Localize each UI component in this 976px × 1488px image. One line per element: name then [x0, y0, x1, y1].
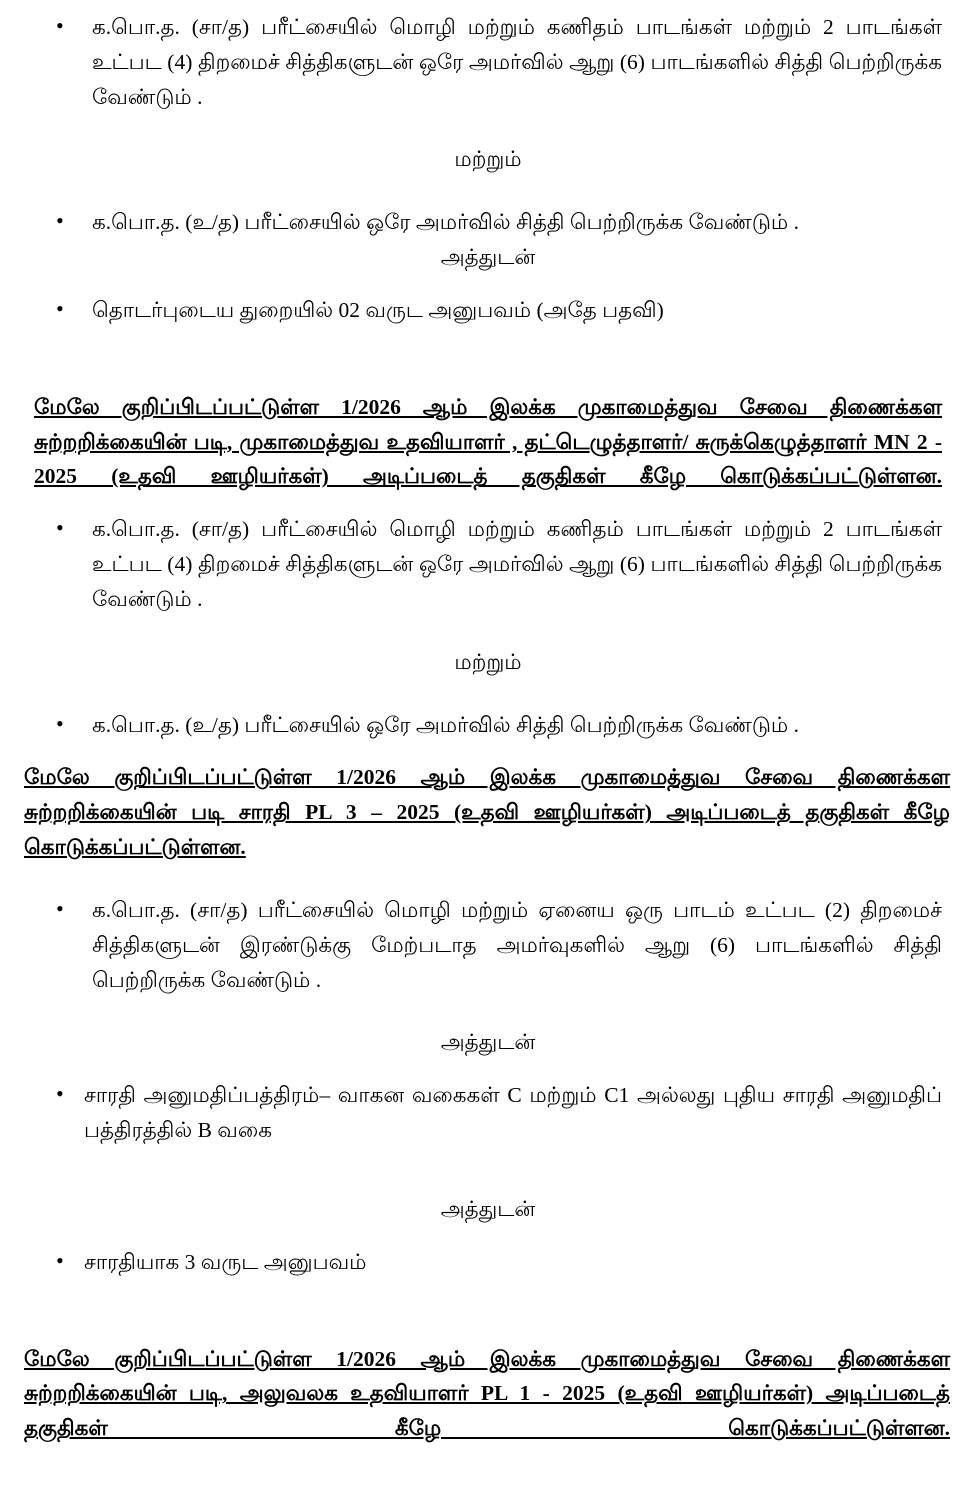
- spacer: [34, 865, 942, 893]
- section-heading-office-assistant: மேலே குறிப்பிடப்பட்டுள்ள 1/2026 ஆம் இலக்க முகாமைத்துவ சேவை திணைக்கள சுற்றறிக்கையின் படி, அலுவலக உதவியாளர் PL 1 - 2025 (உதவி ஊழியர்கள்) அடிப்படைத் தகுதிகள் கீழே கொடுக்கப்பட்டுள்ளன.: [24, 1346, 950, 1441]
- spacer: [34, 1060, 942, 1078]
- spacer: [34, 617, 942, 645]
- spacer: [34, 1227, 942, 1245]
- qualification-list-ma-2: [34, 708, 942, 743]
- connector-text-with-3: அத்துடன்: [440, 1196, 536, 1221]
- spacer: [34, 742, 942, 760]
- list-item: • சாரதியாக 3 வருட அனுபவம்: [34, 1245, 942, 1280]
- connector-text-with-1: அத்துடன்: [440, 245, 536, 270]
- connector-text-and-1: மற்றும்: [454, 147, 522, 172]
- list-item: • க.பொ.த. (சா/த) பரீட்சையில் மொழி மற்றும் கணிதம் பாடங்கள் மற்றும் 2 பாடங்கள் உட்பட (4) திறமைச் சித்திகளுடன் ஒரே அமர்வில் ஆறு (6) பாடங்களில் சித்தி பெற்றிருக்க வேண்டும் .: [34, 10, 942, 114]
- qualification-list-top: [34, 10, 942, 114]
- spacer: [34, 680, 942, 708]
- section-heading-management-assistant: மேலே குறிப்பிடப்பட்டுள்ள 1/2026 ஆம் இலக்க முகாமைத்துவ சேவை திணைக்கள சுற்றறிக்கையின் படி, முகாமைத்துவ உதவியாளர் , தட்டெழுத்தாளர்/ சுருக்கெழுத்தாளர் MN 2 - 2025 (உதவி ஊழியர்கள்) அடிப்படைத் தகுதிகள் கீழே கொடுக்கப்பட்டுள்ளன.: [34, 394, 942, 489]
- list-item: • க.பொ.த. (சா/த) பரீட்சையில் மொழி மற்றும் கணிதம் பாடங்கள் மற்றும் 2 பாடங்கள் உட்பட (4) திறமைச் சித்திகளுடன் ஒரே அமர்வில் ஆறு (6) பாடங்களில் சித்தி பெற்றிருக்க வேண்டும் .: [34, 512, 942, 616]
- list-item: • தொடர்புடைய துறையில் 02 வருட அனுபவம் (அதே பதவி): [34, 293, 942, 328]
- qualification-list-driver-3: [34, 1245, 942, 1280]
- qualification-list-ma: [34, 512, 942, 616]
- list-item: • க.பொ.த. (உ/த) பரீட்சையில் ஒரே அமர்வில் சித்தி பெற்றிருக்க வேண்டும் .: [34, 708, 942, 743]
- spacer: [34, 1280, 942, 1342]
- spacer: [34, 997, 942, 1025]
- list-item: • க.பொ.த. (சா/த) பரீட்சையில் மொழி மற்றும் ஏனைய ஒரு பாடம் உட்பட (2) திறமைச் சித்திகளுடன் இரண்டுக்கு மேற்படாத அமர்வுகளில் ஆறு (6) பாடங்களில் சித்தி பெற்றிருக்க வேண்டும் .: [34, 893, 942, 997]
- connector-text-and-2: மற்றும்: [454, 649, 522, 674]
- spacer: [34, 114, 942, 142]
- section-heading-driver: மேலே குறிப்பிடப்பட்டுள்ள 1/2026 ஆம் இலக்க முகாமைத்துவ சேவை திணைக்கள சுற்றறிக்கையின் படி சாரதி PL 3 – 2025 (உதவி ஊழியர்கள்) அடிப்படைத் தகுதிகள் கீழே கொடுக்கப்பட்டுள்ளன.: [24, 765, 950, 860]
- qualification-list-top-3: [34, 293, 942, 328]
- spacer: [34, 328, 942, 390]
- list-item: • சாரதி அனுமதிப்பத்திரம்– வாகன வகைகள் C மற்றும் C1 அல்லது புதிய சாரதி அனுமதிப் பத்திரத்தில் B வகை: [34, 1078, 942, 1148]
- spacer: [34, 177, 942, 205]
- spacer: [34, 1148, 942, 1192]
- qualification-list-driver: [34, 893, 942, 997]
- qualification-list-top-2: [34, 205, 942, 240]
- spacer: [34, 275, 942, 293]
- list-item: • க.பொ.த. (உ/த) பரீட்சையில் ஒரே அமர்வில் சித்தி பெற்றிருக்க வேண்டும் .: [34, 205, 942, 240]
- qualification-list-driver-2: [34, 1078, 942, 1148]
- connector-text-with-2: அத்துடன்: [440, 1030, 536, 1055]
- spacer: [34, 494, 942, 512]
